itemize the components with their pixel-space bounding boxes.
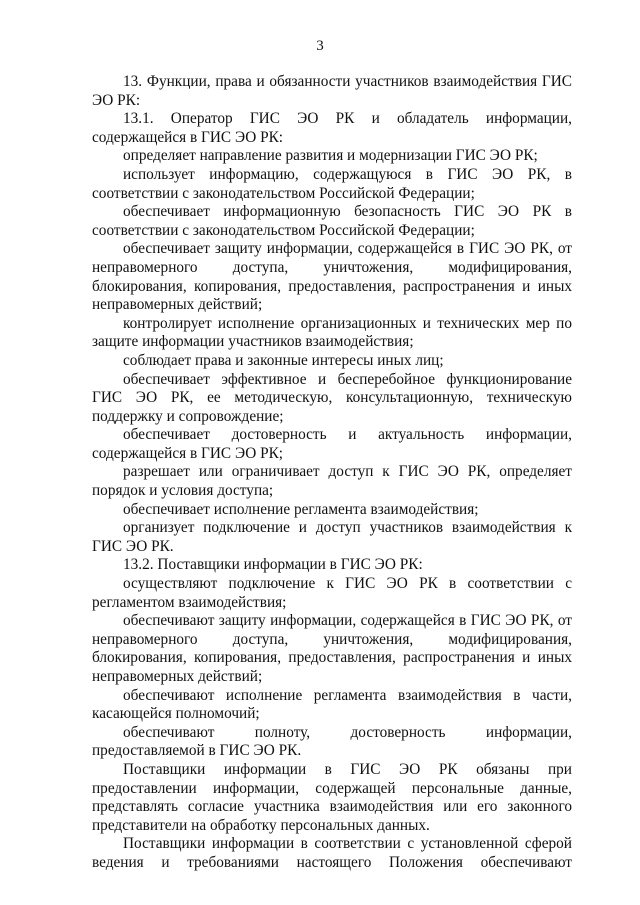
paragraph: обеспечивает защиту информации, содержащейся в ГИС ЭО РК, от неправомерного доступа, уничтожения, модифицирования, блокирования, копирования, предоставления, распространения и иных неправомерных действий; xyxy=(92,240,572,314)
paragraph: обеспечивает достоверность и актуальность информации, содержащейся в ГИС ЭО РК; xyxy=(92,426,572,462)
paragraph: обеспечивает информационную безопасность ГИС ЭО РК в соответствии с законодательством Российской Федерации; xyxy=(92,203,572,239)
paragraph: осуществляют подключение к ГИС ЭО РК в соответствии с регламентом взаимодействия; xyxy=(92,575,572,611)
paragraph: 13. Функции, права и обязанности участников взаимодействия ГИС ЭО РК: xyxy=(92,73,572,109)
document-body xyxy=(92,73,572,873)
paragraph: соблюдает права и законные интересы иных лиц; xyxy=(123,351,444,369)
paragraph: 13.1. Оператор ГИС ЭО РК и обладатель информации, содержащейся в ГИС ЭО РК: xyxy=(92,110,572,146)
page-number: 3 xyxy=(316,38,324,54)
paragraph: Поставщики информации в ГИС ЭО РК обязаны при предоставлении информации, содержащей персональные данные, представлять согласие участника взаимодействия или его законного представители на обработку персональных данных. xyxy=(92,760,572,834)
paragraph: обеспечивает исполнение регламента взаимодействия; xyxy=(123,500,479,518)
paragraph: Поставщики информации в соответствии с установленной сферой ведения и требованиями настоящего Положения обеспечивают xyxy=(92,835,572,871)
paragraph: разрешает или ограничивает доступ к ГИС ЭО РК, определяет порядок и условия доступа; xyxy=(92,463,572,500)
paragraph: обеспечивают защиту информации, содержащейся в ГИС ЭО РК, от неправомерного доступа, уничтожения, модифицирования, блокирования, копирования, предоставления, распространения и иных неправомерных действий; xyxy=(92,612,572,685)
paragraph: определяет направление развития и модернизации ГИС ЭО РК; xyxy=(123,147,538,165)
paragraph: обеспечивает эффективное и бесперебойное функционирование ГИС ЭО РК, ее методическую, консультационную, техническую поддержку и сопровождение; xyxy=(92,370,572,425)
paragraph: обеспечивают исполнение регламента взаимодействия в части, касающейся полномочий; xyxy=(92,686,572,723)
paragraph: использует информацию, содержащуюся в ГИС ЭО РК, в соответствии с законодательством Российской Федерации; xyxy=(92,165,572,202)
paragraph: обеспечивают полноту, достоверность информации, предоставляемой в ГИС ЭО РК. xyxy=(92,723,572,760)
paragraph: контролирует исполнение организационных и технических мер по защите информации участников взаимодействия; xyxy=(92,314,572,351)
paragraph: организует подключение и доступ участников взаимодействия к ГИС ЭО РК. xyxy=(92,519,572,555)
paragraph: 13.2. Поставщики информации в ГИС ЭО РК: xyxy=(123,556,423,574)
